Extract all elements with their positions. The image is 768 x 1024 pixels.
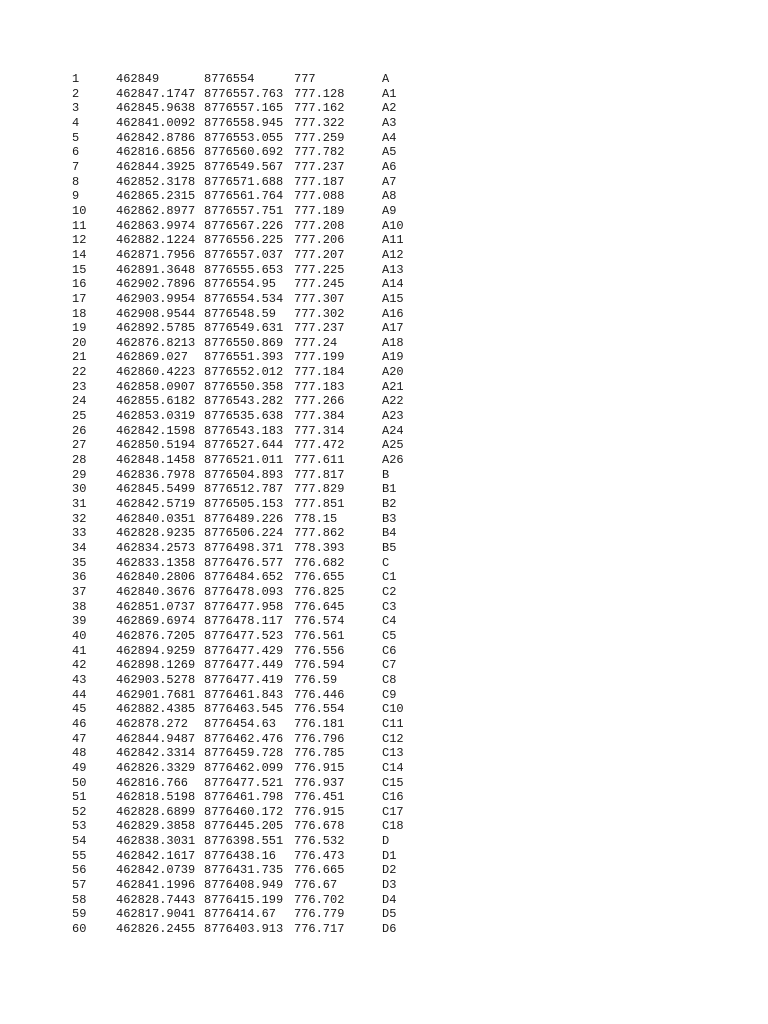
- elevation-value: 776.779: [294, 907, 345, 922]
- point-number: 19: [72, 321, 87, 336]
- point-number: 9: [72, 189, 80, 204]
- northing-value: 8776477.419: [204, 672, 284, 687]
- northing-value: 8776477.449: [204, 658, 284, 673]
- northing-value: 8776403.913: [204, 922, 284, 937]
- elevation-value: 776.682: [294, 555, 345, 570]
- point-label: C11: [382, 716, 404, 731]
- point-number: 31: [72, 497, 87, 512]
- point-number: 17: [72, 291, 87, 306]
- elevation-value: 777.237: [294, 159, 345, 174]
- northing-value: 8776512.787: [204, 482, 284, 497]
- easting-value: 462851.0737: [116, 599, 196, 614]
- easting-value: 462842.3314: [116, 746, 196, 761]
- point-number: 23: [72, 379, 87, 394]
- elevation-value: 776.678: [294, 819, 345, 834]
- northing-value: 8776478.117: [204, 614, 284, 629]
- point-label: C15: [382, 775, 404, 790]
- elevation-value: 778.393: [294, 541, 345, 555]
- elevation-value: 776.796: [294, 731, 345, 746]
- point-label: C3: [382, 599, 397, 614]
- elevation-value: 777.862: [294, 526, 345, 541]
- point-label: C16: [382, 790, 404, 805]
- easting-value: 462894.9259: [116, 643, 196, 658]
- point-number: 54: [72, 834, 87, 849]
- northing-value: 8776477.523: [204, 628, 284, 643]
- northing-value: 8776506.224: [204, 526, 284, 541]
- point-label: A14: [382, 277, 404, 292]
- point-label: B5: [382, 541, 397, 555]
- point-label: B3: [382, 511, 397, 526]
- point-label: C4: [382, 614, 397, 629]
- elevation-value: 776.717: [294, 922, 345, 937]
- elevation-value: 777.206: [294, 233, 345, 248]
- point-number: 20: [72, 335, 87, 350]
- point-number: 26: [72, 423, 87, 438]
- easting-value: 462852.3178: [116, 174, 196, 189]
- point-label: D3: [382, 878, 397, 893]
- elevation-value: 777.187: [294, 174, 345, 189]
- point-number: 45: [72, 702, 87, 717]
- easting-value: 462908.9544: [116, 306, 196, 321]
- point-label: C1: [382, 570, 397, 585]
- northing-value: 8776460.172: [204, 804, 284, 819]
- easting-value: 462876.7205: [116, 628, 196, 643]
- elevation-value: 777.307: [294, 291, 345, 306]
- easting-value: 462902.7896: [116, 277, 196, 292]
- northing-value: 8776462.099: [204, 760, 284, 775]
- elevation-value: 776.655: [294, 570, 345, 585]
- elevation-value: 777.384: [294, 409, 345, 424]
- elevation-value: 776.451: [294, 790, 345, 805]
- point-number: 27: [72, 438, 87, 453]
- point-label: A6: [382, 159, 397, 174]
- point-number: 41: [72, 643, 87, 658]
- point-label: A24: [382, 423, 404, 438]
- northing-value: 8776554.534: [204, 291, 284, 306]
- elevation-value: 776.446: [294, 687, 345, 702]
- point-label: C18: [382, 819, 404, 834]
- point-number: 51: [72, 790, 87, 805]
- northing-value: 8776555.653: [204, 262, 284, 277]
- point-number: 21: [72, 350, 87, 365]
- point-number: 7: [72, 159, 80, 174]
- elevation-value: 776.532: [294, 834, 345, 849]
- point-label: D1: [382, 848, 397, 863]
- northing-value: 8776476.577: [204, 555, 284, 570]
- point-label: A19: [382, 350, 404, 365]
- point-number: 3: [72, 101, 80, 116]
- point-number: 8: [72, 174, 80, 189]
- point-label: C17: [382, 804, 404, 819]
- easting-value: 462817.9041: [116, 907, 196, 922]
- northing-value: 8776477.958: [204, 599, 284, 614]
- point-label: A1: [382, 86, 397, 101]
- northing-value: 8776504.893: [204, 467, 284, 482]
- point-number: 22: [72, 365, 87, 380]
- easting-value: 462850.5194: [116, 438, 196, 453]
- northing-value: 8776438.16: [204, 848, 277, 863]
- point-label: A3: [382, 115, 397, 130]
- point-label: C2: [382, 584, 397, 599]
- easting-value: 462841.1996: [116, 878, 196, 893]
- elevation-value: 776.473: [294, 848, 345, 863]
- northing-value: 8776557.751: [204, 203, 284, 218]
- point-label: A11: [382, 233, 404, 248]
- easting-value: 462882.4385: [116, 702, 196, 717]
- elevation-value: 776.181: [294, 716, 345, 731]
- northing-value: 8776567.226: [204, 218, 284, 233]
- point-label: A2: [382, 101, 397, 116]
- elevation-value: 777.128: [294, 86, 345, 101]
- easting-value: 462901.7681: [116, 687, 196, 702]
- easting-value: 462848.1458: [116, 453, 196, 468]
- northing-value: 8776535.638: [204, 409, 284, 424]
- point-number: 11: [72, 218, 87, 233]
- easting-value: 462842.0739: [116, 863, 196, 878]
- northing-value: 8776461.798: [204, 790, 284, 805]
- point-label: D5: [382, 907, 397, 922]
- point-number: 56: [72, 863, 87, 878]
- elevation-value: 776.554: [294, 702, 345, 717]
- easting-value: 462826.3329: [116, 760, 196, 775]
- point-label: C8: [382, 672, 397, 687]
- point-label: A20: [382, 365, 404, 380]
- northing-value: 8776408.949: [204, 878, 284, 893]
- point-number: 32: [72, 511, 87, 526]
- point-number: 10: [72, 203, 87, 218]
- point-label: A10: [382, 218, 404, 233]
- point-label: B4: [382, 526, 397, 541]
- northing-value: 8776543.183: [204, 423, 284, 438]
- easting-value: 462876.8213: [116, 335, 196, 350]
- point-number: 37: [72, 584, 87, 599]
- easting-value: 462836.7978: [116, 467, 196, 482]
- easting-value: 462847.1747: [116, 86, 196, 101]
- elevation-value: 777: [294, 72, 316, 86]
- point-number: 60: [72, 922, 87, 937]
- northing-value: 8776549.567: [204, 159, 284, 174]
- northing-value: 8776543.282: [204, 394, 284, 409]
- point-number: 57: [72, 878, 87, 893]
- northing-value: 8776498.371: [204, 541, 284, 555]
- easting-value: 462841.0092: [116, 115, 196, 130]
- point-label: C6: [382, 643, 397, 658]
- point-number: 16: [72, 277, 87, 292]
- elevation-value: 777.207: [294, 247, 345, 262]
- elevation-value: 777.245: [294, 277, 345, 292]
- elevation-value: 776.594: [294, 658, 345, 673]
- point-number: 48: [72, 746, 87, 761]
- point-number: 18: [72, 306, 87, 321]
- easting-value: 462882.1224: [116, 233, 196, 248]
- elevation-value: 776.561: [294, 628, 345, 643]
- elevation-value: 777.829: [294, 482, 345, 497]
- easting-value: 462833.1358: [116, 555, 196, 570]
- northing-value: 8776561.764: [204, 189, 284, 204]
- elevation-value: 776.67: [294, 878, 338, 893]
- easting-value: 462860.4223: [116, 365, 196, 380]
- point-number: 49: [72, 760, 87, 775]
- point-label: C5: [382, 628, 397, 643]
- easting-value: 462844.9487: [116, 731, 196, 746]
- point-label: D2: [382, 863, 397, 878]
- point-label: D: [382, 834, 390, 849]
- easting-value: 462862.8977: [116, 203, 196, 218]
- point-number: 44: [72, 687, 87, 702]
- northing-value: 8776454.63: [204, 716, 277, 731]
- point-label: A12: [382, 247, 404, 262]
- easting-value: 462855.6182: [116, 394, 196, 409]
- easting-value: 462826.2455: [116, 922, 196, 937]
- easting-value: 462858.0907: [116, 379, 196, 394]
- elevation-value: 777.088: [294, 189, 345, 204]
- point-number: 4: [72, 115, 80, 130]
- northing-value: 8776484.652: [204, 570, 284, 585]
- northing-value: 8776560.692: [204, 145, 284, 160]
- point-label: C: [382, 555, 390, 570]
- easting-value: 462869.027: [116, 350, 189, 365]
- point-label: A18: [382, 335, 404, 350]
- northing-value: 8776505.153: [204, 497, 284, 512]
- point-number: 40: [72, 628, 87, 643]
- point-number: 30: [72, 482, 87, 497]
- northing-value: 8776558.945: [204, 115, 284, 130]
- point-label: C13: [382, 746, 404, 761]
- elevation-value: 777.322: [294, 115, 345, 130]
- northing-value: 8776398.551: [204, 834, 284, 849]
- northing-value: 8776548.59: [204, 306, 277, 321]
- elevation-value: 777.24: [294, 335, 338, 350]
- elevation-value: 777.851: [294, 497, 345, 512]
- elevation-value: 777.817: [294, 467, 345, 482]
- northing-value: 8776415.199: [204, 892, 284, 907]
- northing-value: 8776489.226: [204, 511, 284, 526]
- elevation-value: 777.611: [294, 453, 345, 468]
- easting-value: 462844.3925: [116, 159, 196, 174]
- point-label: D6: [382, 922, 397, 937]
- northing-value: 8776554: [204, 72, 255, 86]
- point-number: 52: [72, 804, 87, 819]
- point-label: A15: [382, 291, 404, 306]
- point-label: A4: [382, 130, 397, 145]
- easting-value: 462828.7443: [116, 892, 196, 907]
- easting-value: 462816.6856: [116, 145, 196, 160]
- point-label: A22: [382, 394, 404, 409]
- elevation-value: 777.208: [294, 218, 345, 233]
- easting-value: 462842.5719: [116, 497, 196, 512]
- northing-value: 8776521.011: [204, 453, 284, 468]
- northing-value: 8776527.644: [204, 438, 284, 453]
- elevation-value: 777.266: [294, 394, 345, 409]
- northing-value: 8776554.95: [204, 277, 277, 292]
- point-number: 47: [72, 731, 87, 746]
- point-label: C12: [382, 731, 404, 746]
- easting-value: 462840.2806: [116, 570, 196, 585]
- elevation-value: 777.162: [294, 101, 345, 116]
- point-label: A7: [382, 174, 397, 189]
- elevation-value: 777.314: [294, 423, 345, 438]
- point-number: 33: [72, 526, 87, 541]
- elevation-value: 777.782: [294, 145, 345, 160]
- northing-value: 8776459.728: [204, 746, 284, 761]
- northing-value: 8776463.545: [204, 702, 284, 717]
- point-number: 38: [72, 599, 87, 614]
- elevation-value: 777.199: [294, 350, 345, 365]
- point-label: A17: [382, 321, 404, 336]
- easting-value: 462840.0351: [116, 511, 196, 526]
- easting-value: 462845.9638: [116, 101, 196, 116]
- northing-value: 8776445.205: [204, 819, 284, 834]
- point-number: 50: [72, 775, 87, 790]
- northing-value: 8776550.358: [204, 379, 284, 394]
- northing-value: 8776550.869: [204, 335, 284, 350]
- point-number: 46: [72, 716, 87, 731]
- easting-value: 462818.5198: [116, 790, 196, 805]
- point-label: D4: [382, 892, 397, 907]
- easting-value: 462871.7956: [116, 247, 196, 262]
- northing-value: 8776551.393: [204, 350, 284, 365]
- elevation-value: 777.302: [294, 306, 345, 321]
- point-label: C9: [382, 687, 397, 702]
- elevation-value: 777.225: [294, 262, 345, 277]
- easting-value: 462891.3648: [116, 262, 196, 277]
- easting-value: 462842.1617: [116, 848, 196, 863]
- elevation-value: 776.556: [294, 643, 345, 658]
- northing-value: 8776478.093: [204, 584, 284, 599]
- point-label: B: [382, 467, 390, 482]
- point-number: 35: [72, 555, 87, 570]
- northing-value: 8776477.429: [204, 643, 284, 658]
- point-label: B2: [382, 497, 397, 512]
- point-label: B1: [382, 482, 397, 497]
- point-number: 39: [72, 614, 87, 629]
- elevation-value: 777.237: [294, 321, 345, 336]
- northing-value: 8776557.165: [204, 101, 284, 116]
- elevation-value: 776.645: [294, 599, 345, 614]
- easting-value: 462863.9974: [116, 218, 196, 233]
- northing-value: 8776557.763: [204, 86, 284, 101]
- easting-value: 462838.3031: [116, 834, 196, 849]
- easting-value: 462834.2573: [116, 541, 196, 555]
- point-label: C14: [382, 760, 404, 775]
- easting-value: 462878.272: [116, 716, 189, 731]
- northing-value: 8776477.521: [204, 775, 284, 790]
- northing-value: 8776553.055: [204, 130, 284, 145]
- point-number: 55: [72, 848, 87, 863]
- point-label: C7: [382, 658, 397, 673]
- point-label: A16: [382, 306, 404, 321]
- point-label: A26: [382, 453, 404, 468]
- point-number: 5: [72, 130, 80, 145]
- elevation-value: 776.915: [294, 760, 345, 775]
- point-number: 12: [72, 233, 87, 248]
- elevation-value: 776.915: [294, 804, 345, 819]
- easting-value: 462829.3858: [116, 819, 196, 834]
- point-label: A8: [382, 189, 397, 204]
- northing-value: 8776462.476: [204, 731, 284, 746]
- point-number: 15: [72, 262, 87, 277]
- northing-value: 8776414.67: [204, 907, 277, 922]
- point-number: 2: [72, 86, 80, 101]
- elevation-value: 777.184: [294, 365, 345, 380]
- easting-value: 462849: [116, 72, 160, 86]
- easting-value: 462840.3676: [116, 584, 196, 599]
- easting-value: 462903.5278: [116, 672, 196, 687]
- elevation-value: 776.785: [294, 746, 345, 761]
- point-number: 14: [72, 247, 87, 262]
- elevation-value: 777.189: [294, 203, 345, 218]
- elevation-value: 776.937: [294, 775, 345, 790]
- easting-value: 462892.5785: [116, 321, 196, 336]
- elevation-value: 776.665: [294, 863, 345, 878]
- point-label: A25: [382, 438, 404, 453]
- northing-value: 8776549.631: [204, 321, 284, 336]
- easting-value: 462903.9954: [116, 291, 196, 306]
- elevation-value: 776.574: [294, 614, 345, 629]
- easting-value: 462816.766: [116, 775, 189, 790]
- elevation-value: 777.183: [294, 379, 345, 394]
- point-number: 1: [72, 72, 80, 86]
- easting-value: 462845.5499: [116, 482, 196, 497]
- point-label: A21: [382, 379, 404, 394]
- northing-value: 8776557.037: [204, 247, 284, 262]
- northing-value: 8776431.735: [204, 863, 284, 878]
- elevation-value: 777.259: [294, 130, 345, 145]
- northing-value: 8776571.688: [204, 174, 284, 189]
- elevation-value: 777.472: [294, 438, 345, 453]
- point-label: A13: [382, 262, 404, 277]
- point-number: 25: [72, 409, 87, 424]
- point-label: C10: [382, 702, 404, 717]
- northing-value: 8776556.225: [204, 233, 284, 248]
- point-number: 59: [72, 907, 87, 922]
- point-number: 34: [72, 541, 87, 555]
- elevation-value: 776.59: [294, 672, 338, 687]
- easting-value: 462898.1269: [116, 658, 196, 673]
- easting-value: 462853.0319: [116, 409, 196, 424]
- point-label: A: [382, 72, 390, 86]
- easting-value: 462865.2315: [116, 189, 196, 204]
- point-number: 58: [72, 892, 87, 907]
- point-number: 24: [72, 394, 87, 409]
- point-label: A5: [382, 145, 397, 160]
- easting-value: 462828.6899: [116, 804, 196, 819]
- easting-value: 462869.6974: [116, 614, 196, 629]
- easting-value: 462842.1598: [116, 423, 196, 438]
- point-label: A9: [382, 203, 397, 218]
- easting-value: 462828.9235: [116, 526, 196, 541]
- point-number: 36: [72, 570, 87, 585]
- northing-value: 8776461.843: [204, 687, 284, 702]
- elevation-value: 776.702: [294, 892, 345, 907]
- elevation-value: 776.825: [294, 584, 345, 599]
- northing-value: 8776552.012: [204, 365, 284, 380]
- point-number: 42: [72, 658, 87, 673]
- point-number: 28: [72, 453, 87, 468]
- point-number: 53: [72, 819, 87, 834]
- point-label: A23: [382, 409, 404, 424]
- point-number: 6: [72, 145, 80, 160]
- point-number: 29: [72, 467, 87, 482]
- point-number: 43: [72, 672, 87, 687]
- elevation-value: 778.15: [294, 511, 338, 526]
- easting-value: 462842.8786: [116, 130, 196, 145]
